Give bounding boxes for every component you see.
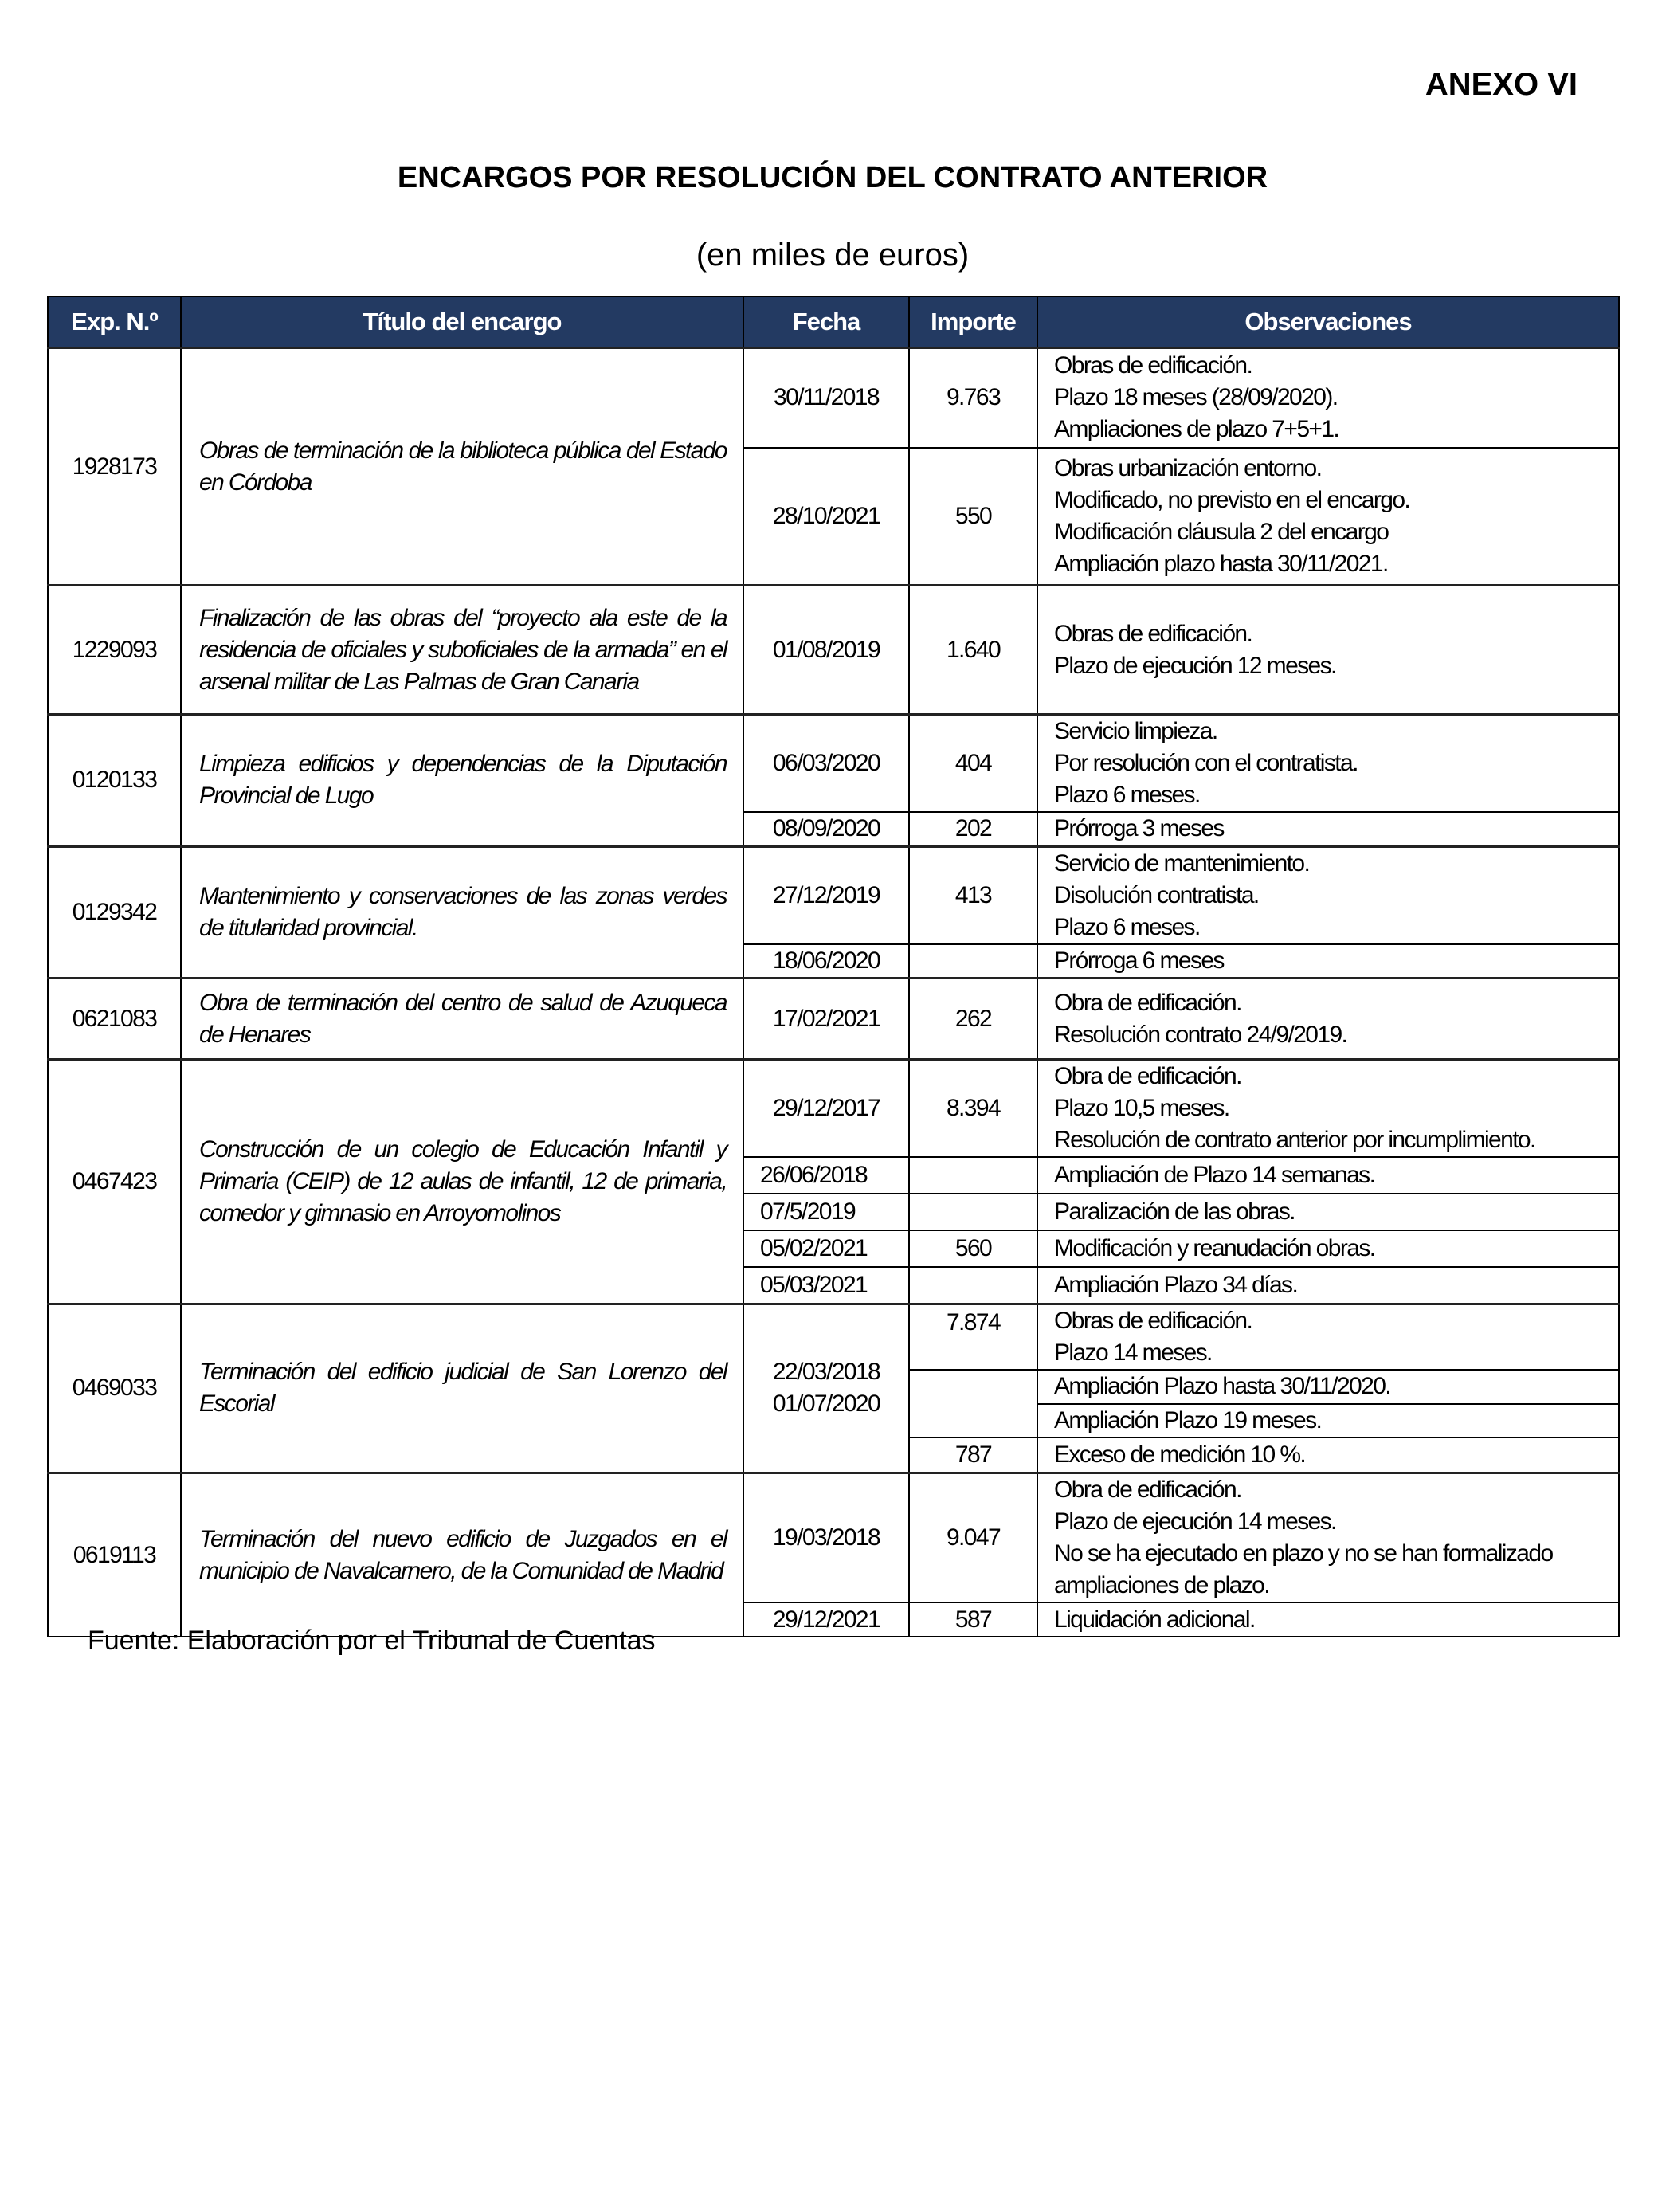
obs-line: Obras urbanización entorno. [1054,454,1322,481]
table-row [48,846,1619,944]
fecha-cell: 27/12/2019 [743,846,909,944]
titulo-cell: Obras de terminación de la biblioteca pública del Estado en Córdoba [181,348,743,586]
importe-cell: 550 [909,448,1037,586]
observaciones-cell [1037,586,1619,715]
exp-cell: 0469033 [48,1304,181,1473]
fecha-cell: 30/11/2018 [743,348,909,448]
importe-cell: 9.763 [909,348,1037,448]
obs-line: Plazo 10,5 meses. [1054,1095,1229,1121]
observaciones-cell: Modificación y reanudación obras. [1037,1230,1619,1267]
observaciones-cell [1037,448,1619,586]
fecha-cell: 06/03/2020 [743,715,909,813]
observaciones-cell: Prórroga 6 meses [1037,944,1619,979]
obs-line: Ampliaciones de plazo 7+5+1. [1054,416,1339,443]
observaciones-cell [1037,1060,1619,1158]
titulo-cell: Limpieza edificios y dependencias de la Diputación Provincial de Lugo [181,715,743,847]
obs-line: Plazo de ejecución 12 meses. [1054,652,1336,679]
obs-line: ampliaciones de plazo. [1054,1572,1269,1598]
obs-line: Por resolución con el contratista. [1054,750,1358,776]
fecha-cell: 18/06/2020 [743,944,909,979]
importe-cell: 1.640 [909,586,1037,715]
importe-cell: 560 [909,1230,1037,1267]
exp-cell: 1229093 [48,586,181,715]
table-row [48,979,1619,1060]
fecha-cell: 05/02/2021 [743,1230,909,1267]
obs-line: Obra de edificación. [1054,1063,1241,1089]
observaciones-cell: Ampliación Plazo hasta 30/11/2020. [1037,1370,1619,1404]
obs-line: Plazo de ejecución 14 meses. [1054,1508,1336,1535]
titulo-cell: Terminación del nuevo edificio de Juzgados en el municipio de Navalcarnero, de la Comunidad de Madrid [181,1473,743,1637]
obs-line: Modificación cláusula 2 del encargo [1054,518,1389,545]
fecha-cell: 05/03/2021 [743,1267,909,1304]
obs-line: Resolución de contrato anterior por incumplimiento. [1054,1127,1535,1153]
importe-cell [909,944,1037,979]
observaciones-cell [1037,1304,1619,1370]
obs-line: Servicio de mantenimiento. [1054,849,1310,877]
table-row [48,715,1619,813]
obs-line: Obras de edificación. [1054,352,1252,379]
importe-cell: 787 [909,1437,1037,1473]
fecha-line: 22/03/2018 [772,1359,880,1386]
titulo-cell: Construcción de un colegio de Educación Infantil y Primaria (CEIP) de 12 aulas de infantil, 12 de primaria, comedor y gimnasio en Arroyomolinos [181,1060,743,1304]
encargos-table [47,296,1620,1637]
fecha-cell: 07/5/2019 [743,1194,909,1230]
importe-cell: 413 [909,846,1037,944]
importe-cell: 202 [909,812,1037,846]
obs-line: Modificado, no previsto en el encargo. [1054,486,1410,513]
observaciones-cell [1037,846,1619,944]
fecha-cell: 29/12/2021 [743,1602,909,1637]
obs-line: Disolución contratista. [1054,881,1259,908]
document-title: ENCARGOS POR RESOLUCIÓN DEL CONTRATO ANTERIOR [397,161,1268,194]
observaciones-cell: Ampliación Plazo 34 días. [1037,1267,1619,1304]
titulo-cell: Mantenimiento y conservaciones de las zonas verdes de titularidad provincial. [181,846,743,979]
header-titulo: Título del encargo [181,296,743,348]
observaciones-cell [1037,715,1619,813]
exp-cell: 0621083 [48,979,181,1060]
fecha-cell: 28/10/2021 [743,448,909,586]
titulo-cell: Obra de terminación del centro de salud de Azuqueca de Henares [181,979,743,1060]
obs-line: Plazo 6 meses. [1054,782,1200,808]
exp-cell: 1928173 [48,348,181,586]
importe-cell [909,1194,1037,1230]
importe-cell [909,1157,1037,1194]
importe-cell: 7.874 [909,1304,1037,1370]
table-row [48,1060,1619,1158]
exp-cell: 0467423 [48,1060,181,1304]
titulo-cell: Finalización de las obras del “proyecto ala este de la residencia de oficiales y suboficiales de la armada” en el arsenal militar de Las Palmas de Gran Canaria [181,586,743,715]
header-fecha: Fecha [743,296,909,348]
importe-cell: 587 [909,1602,1037,1637]
table-row [48,1473,1619,1603]
importe-cell: 9.047 [909,1473,1037,1603]
table-row [48,586,1619,715]
importe-cell: 8.394 [909,1060,1037,1158]
exp-cell: 0619113 [48,1473,181,1637]
observaciones-cell: Ampliación de Plazo 14 semanas. [1037,1157,1619,1194]
obs-line: Ampliación plazo hasta 30/11/2021. [1054,550,1388,577]
fecha-cell: 19/03/2018 [743,1473,909,1603]
exp-cell: 0120133 [48,715,181,847]
table-row [48,1304,1619,1370]
obs-line: Servicio limpieza. [1054,718,1217,744]
fecha-cell [743,1304,909,1473]
obs-line: Obra de edificación. [1054,1477,1241,1503]
obs-line: Obras de edificación. [1054,620,1252,647]
obs-line: Obras de edificación. [1054,1307,1252,1334]
table-row [48,348,1619,448]
obs-line: Plazo 14 meses. [1054,1339,1212,1366]
observaciones-cell [1037,979,1619,1060]
observaciones-cell: Liquidación adicional. [1037,1602,1619,1637]
annex-label: ANEXO VI [1425,67,1578,102]
importe-cell: 404 [909,715,1037,813]
fecha-cell: 17/02/2021 [743,979,909,1060]
table-header-row [48,296,1619,348]
obs-line: No se ha ejecutado en plazo y no se han formalizado [1054,1540,1553,1567]
source-note: Fuente: Elaboración por el Tribunal de Cuentas [88,1626,656,1656]
observaciones-cell: Ampliación Plazo 19 meses. [1037,1404,1619,1437]
observaciones-cell: Paralización de las obras. [1037,1194,1619,1230]
obs-line: Obra de edificación. [1054,989,1241,1016]
exp-cell: 0129342 [48,846,181,979]
fecha-cell: 01/08/2019 [743,586,909,715]
obs-line: Plazo 18 meses (28/09/2020). [1054,384,1338,411]
fecha-cell: 26/06/2018 [743,1157,909,1194]
titulo-cell: Terminación del edificio judicial de San Lorenzo del Escorial [181,1304,743,1473]
importe-cell [909,1370,1037,1437]
observaciones-cell [1037,1473,1619,1603]
obs-line: Plazo 6 meses. [1054,913,1200,940]
observaciones-cell [1037,348,1619,448]
header-exp: Exp. N.º [48,296,181,348]
document-subtitle: (en miles de euros) [696,237,970,273]
importe-cell [909,1267,1037,1304]
fecha-line: 01/07/2020 [772,1390,880,1418]
header-observaciones: Observaciones [1037,296,1619,348]
importe-cell: 262 [909,979,1037,1060]
fecha-cell: 29/12/2017 [743,1060,909,1158]
header-importe: Importe [909,296,1037,348]
fecha-cell: 08/09/2020 [743,812,909,846]
obs-line: Resolución contrato 24/9/2019. [1054,1021,1347,1048]
observaciones-cell: Exceso de medición 10 %. [1037,1437,1619,1473]
observaciones-cell: Prórroga 3 meses [1037,812,1619,846]
